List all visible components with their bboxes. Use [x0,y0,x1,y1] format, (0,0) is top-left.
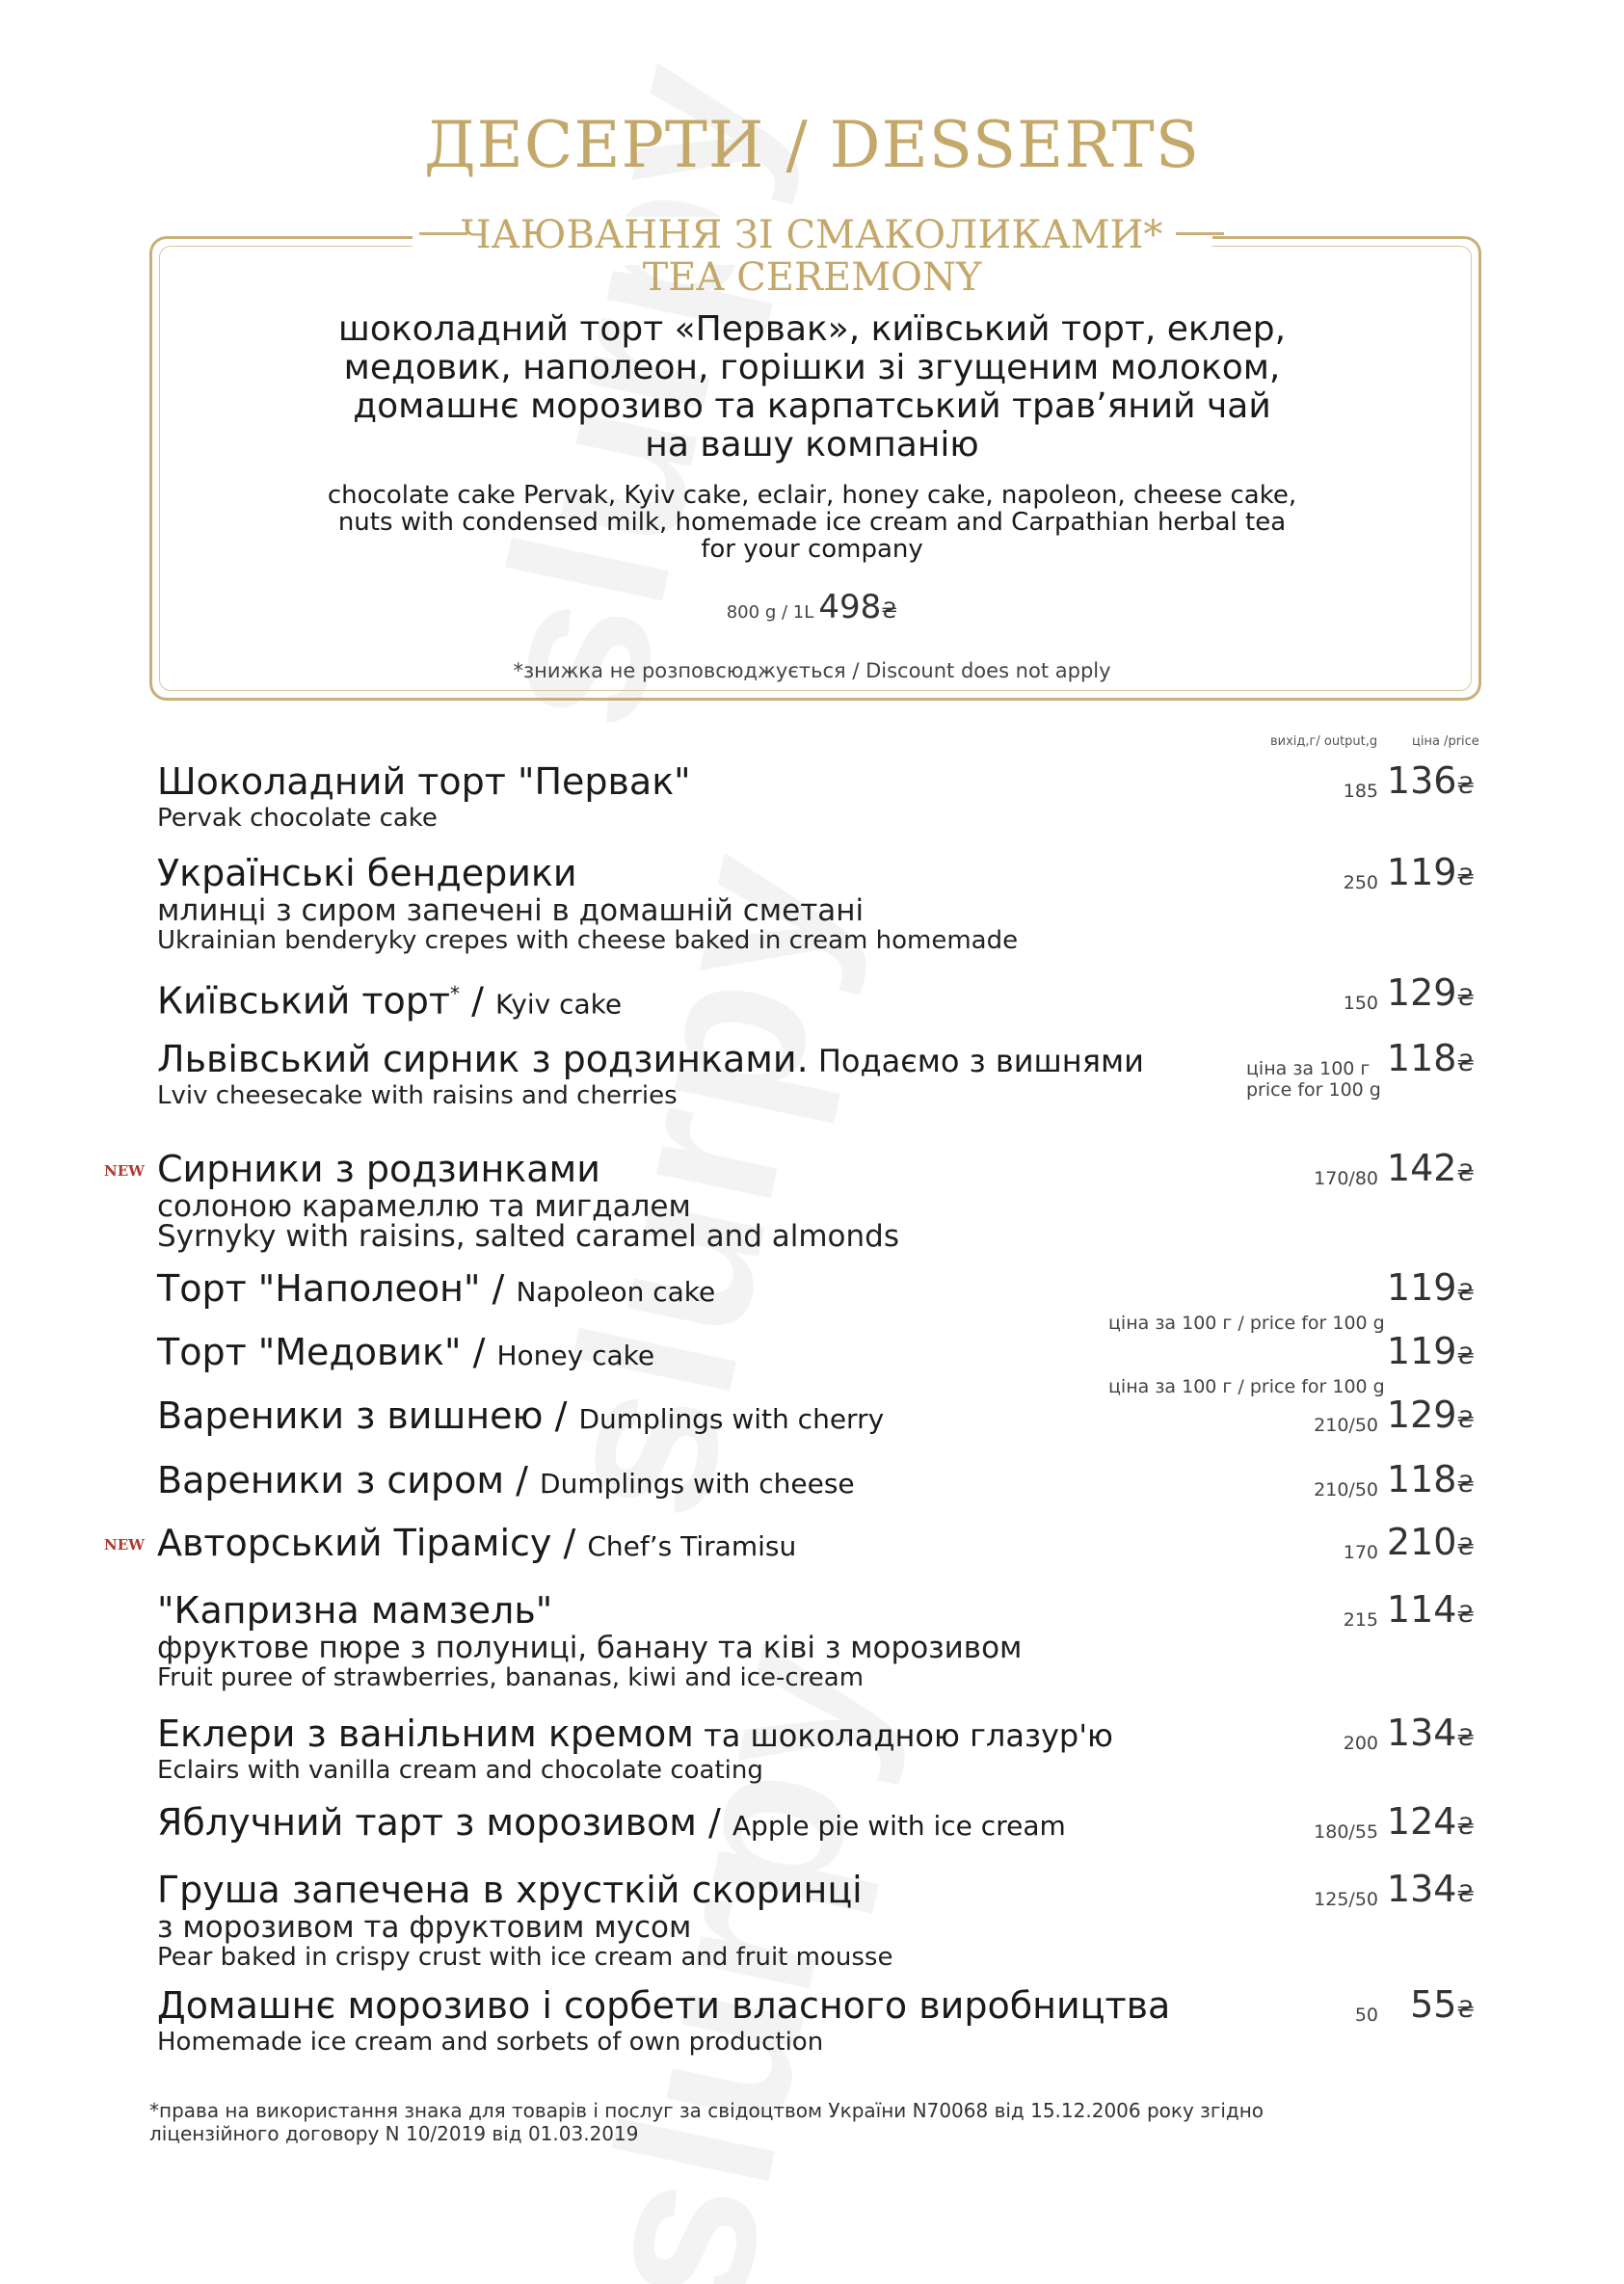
item-mark: * [449,982,460,1005]
item-description-en-lead: Pear baked in crispy crust [157,1943,482,1972]
item-description-en-text: Homemade ice cream and sorbets of own production [157,2028,824,2057]
item-name [157,1713,1113,1756]
currency-sign: ₴ [1456,984,1475,1011]
item-description-en [157,926,1018,955]
item-price-value: 55 [1410,1983,1457,2026]
tea-weight: 800 g / 1L [726,602,814,623]
item-description-en-text: crepes with cheese baked in cream homemade [416,926,1019,955]
item-price-value: 134 [1386,1868,1457,1910]
currency-sign: ₴ [1456,1813,1475,1840]
page-title: ДЕСЕРТИ / DESSERTS [423,108,1200,182]
item-weight: 210/50 [1314,1415,1378,1436]
item-price-value: 210 [1386,1521,1457,1563]
item-description-en-text: Lviv cheesecake with raisins and cherries [157,1081,678,1110]
item-name-ua: Домашнє морозиво і сорбети власного виробництва [157,1984,1171,2027]
item-price [1387,1330,1475,1372]
item-price-value: 119 [1386,1266,1457,1309]
item-name-ua: Київський торт [157,979,450,1022]
item-price [1387,1800,1475,1843]
item-weight: 185 [1343,781,1378,802]
item-description-en [157,1081,678,1110]
price-header: ціна /price [1412,734,1479,749]
output-header: вихід,г/ output,g [1270,734,1378,749]
item-name-ua: Українські бендерики [157,852,577,894]
item-description-ua: млинці з сиром запечені в домашній сметані [157,893,865,928]
item-price-per-en: price for 100 g [1246,1079,1381,1101]
tea-price-value: 498 [818,588,882,626]
item-name [157,1523,796,1567]
item-name [157,1870,863,1910]
item-name-slash: / [504,1459,541,1501]
item-name-ua: Шоколадний торт "Первак" [157,760,691,803]
item-name-ua: "Капризна мамзель" [157,1589,553,1632]
item-name [157,1460,855,1504]
item-price-per-100g: ціна за 100 г / price for 100 g [1108,1313,1385,1334]
item-price-value: 118 [1386,1037,1457,1079]
item-weight: 125/50 [1314,1889,1378,1910]
item-name-slash: / [461,1331,497,1373]
item-name-en: Chef’s Tiramisu [587,1530,797,1562]
item-name-tail: Подаємо з вишнями [808,1043,1144,1079]
item-name [157,1985,1170,2026]
item-weight: 215 [1343,1609,1378,1631]
item-description-ua: солоною карамеллю та мигдалем [157,1189,691,1224]
item-name-tail: та шоколадною глазур'ю [693,1717,1113,1754]
item-name-slash: / [543,1394,579,1437]
tea-title-ua: ЧАЮВАННЯ ЗІ СМАКОЛИКАМИ* [461,213,1163,257]
item-description-ua: фруктове пюре з полуниці, банану та ківі з морозивом [157,1631,1023,1665]
item-name-en: Dumplings with cheese [540,1468,855,1500]
currency-sign: ₴ [1456,772,1475,799]
item-description-en-lead: Fruit puree [157,1663,294,1692]
item-description-ua: з морозивом та фруктовим мусом [157,1910,692,1945]
item-name-ua: Авторський Тірамісу [157,1522,552,1564]
item-weight: 170/80 [1314,1168,1378,1189]
item-price [1387,1458,1475,1501]
item-price [1387,1037,1475,1079]
item-weight: 180/55 [1314,1821,1378,1843]
footnote: *права на використання знака для товарів і послуг за свідоцтвом України N70068 від 15.12.2006 року згідно ліцензійного договору N 10/2019 від 01.03.2019 [149,2099,1265,2145]
item-price-value: 129 [1386,971,1457,1014]
item-price-value: 142 [1386,1147,1457,1189]
item-weight: 50 [1354,2005,1378,2026]
item-name-ua: Вареники з сиром [157,1459,505,1501]
item-price [1410,1983,1475,2026]
item-price [1387,1394,1475,1436]
item-name-ua: Торт "Наполеон" [157,1267,481,1310]
item-description-en [157,2028,823,2057]
currency-sign: ₴ [1456,1159,1475,1186]
item-price [1387,1588,1475,1631]
item-weight: 250 [1343,872,1378,893]
item-weight: 170 [1343,1542,1378,1563]
item-name-ua: Торт "Медовик" [157,1331,462,1373]
currency-sign: ₴ [1456,1049,1475,1076]
item-weight: 150 [1343,993,1378,1014]
item-price [1387,1147,1475,1189]
item-name [157,1395,884,1440]
item-description-en-lead: Syrnyky with raisins, [157,1219,466,1254]
currency-sign: ₴ [1456,1471,1475,1498]
currency-sign: ₴ [1456,1279,1475,1306]
item-name-en: Apple pie with ice cream [732,1810,1066,1842]
item-name [157,973,622,1025]
item-name-en: Napoleon cake [516,1276,716,1308]
item-name-ua: Яблучний тарт з морозивом [157,1801,697,1844]
item-price [1387,759,1475,802]
item-description-en [157,804,438,833]
item-name [157,1332,654,1376]
item-description-en-text: of strawberries, bananas, kiwi and ice-cream [293,1663,865,1692]
currency-sign: ₴ [1456,1342,1475,1369]
item-price-per-ua: ціна за 100 г [1246,1058,1371,1079]
item-price-per-100g: ціна за 100 г / price for 100 g [1108,1376,1385,1397]
item-description-en-text: salted caramel and almonds [465,1219,899,1254]
item-price-value: 119 [1386,851,1457,893]
item-name-slash: / [459,979,495,1022]
item-price-value: 119 [1386,1330,1457,1372]
item-name-ua: Вареники з вишнею [157,1394,544,1437]
tea-description-ua: шоколадний торт «Первак», київський торт, еклер, медовик, наполеон, горішки зі згущеним молоком, домашнє морозиво та карпатський трав’яний чай на вашу компанію [337,309,1287,465]
item-price-value: 124 [1386,1800,1457,1843]
currency-sign: ₴ [1456,863,1475,890]
item-price-value: 134 [1386,1712,1457,1754]
item-name [157,761,691,802]
item-name-ua: Сирники з родзинками [157,1148,600,1190]
item-name-slash: / [551,1522,588,1564]
currency-sign: ₴ [1456,1880,1475,1907]
item-price [1387,1521,1475,1563]
item-name [157,853,577,893]
item-name [157,1039,1144,1081]
item-price [1387,1266,1475,1309]
item-price-value: 114 [1386,1588,1457,1631]
item-price [1387,851,1475,893]
item-price-per-100g [1246,1058,1381,1101]
item-price [1387,971,1475,1014]
tea-title-en: TEA CEREMONY [642,255,982,300]
item-description-en [157,1943,892,1972]
item-name [157,1590,552,1631]
currency-sign: ₴ [1456,1601,1475,1628]
item-name [157,1802,1066,1846]
new-badge: NEW [104,1536,145,1554]
currency-sign: ₴ [1456,1996,1475,2023]
item-price-value: 118 [1386,1458,1457,1501]
item-price [1387,1712,1475,1754]
item-weight: 210/50 [1314,1479,1378,1501]
item-description-en [157,1219,899,1254]
item-name [157,1149,600,1189]
item-name-en: Kyiv cake [494,988,623,1021]
item-description-en-lead: Ukrainian benderyky [157,926,417,955]
item-price-value: 136 [1386,759,1457,802]
tea-note: *знижка не розповсюджується / Discount does not apply [513,659,1111,682]
item-name-ua: Еклери з ванільним кремом [157,1713,694,1755]
item-name-en: Honey cake [496,1340,655,1371]
currency-sign: ₴ [1456,1406,1475,1433]
item-name-slash: / [480,1267,517,1310]
new-badge: NEW [104,1162,145,1180]
item-description-en-text: and chocolate coating [477,1756,763,1785]
item-description-en-text: Pervak chocolate cake [157,804,438,833]
item-description-en [157,1663,864,1692]
item-name [157,1268,715,1313]
item-price [1387,1868,1475,1910]
item-name-ua: Груша запечена в хрусткій скоринці [157,1869,863,1911]
tea-description-en: chocolate cake Pervak, Kyiv cake, eclair, honey cake, napoleon, cheese cake, nuts with condensed milk, homemade ice cream and Carpathian herbal tea for your company [327,481,1297,564]
currency-sign: ₴ [1456,1724,1475,1751]
item-price-value: 129 [1386,1394,1457,1436]
item-description-en [157,1756,763,1785]
item-name-ua: Львівський сирник з родзинками. [157,1038,809,1080]
item-weight: 200 [1343,1733,1378,1754]
currency-sign: ₴ [1456,1533,1475,1560]
item-name-en: Dumplings with cherry [578,1403,885,1435]
item-name-slash: / [696,1801,732,1844]
item-description-en-text: with ice cream and fruit mousse [481,1943,893,1972]
tea-price: 800 g / 1L 498₴ [726,588,898,626]
item-description-en-lead: Eclairs with vanilla cream [157,1756,478,1785]
